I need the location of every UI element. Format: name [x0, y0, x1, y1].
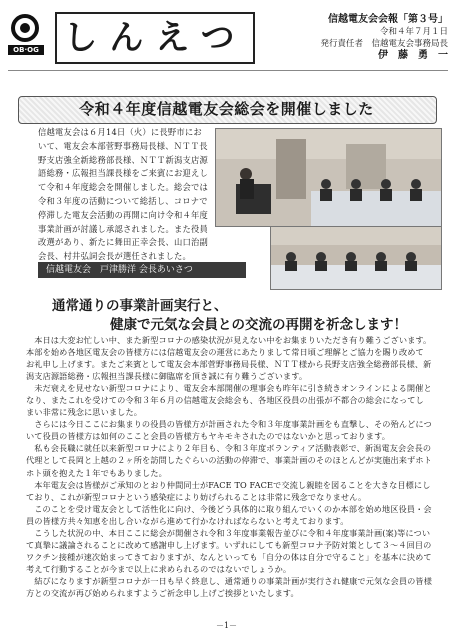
logo-text: OB·OG — [8, 45, 44, 55]
body-paragraph: 結びになりますが新型コロナが一日も早く終息し、通常通りの事業計画が実行され健康で元気な会員の皆様方との交流が再び始められますようご祈念申し上げご挨拶といたします。 — [26, 575, 432, 598]
body-paragraph: 未だ衰えを見せない新型コロナにより、電友会本部開催の理事会も昨年に引き続きオンラインによる開催となり、またこれを受けての令和３年６月の信越電友会総会も、各地区役員の出張が不都合の総会になってしまい非常に残念に思いました。 — [26, 383, 432, 418]
logo-dot — [20, 23, 30, 33]
subheadline-line-1: 通常通りの事業計画実行と、 — [52, 298, 228, 314]
intro-paragraph: 信越電友会は６月14日（火）に長野市において、電友会本部菅野事務局長様、ＮＴＴ長野支店強全新総務部長様、ＮＴＴ新潟支店源語総務・広報担当課長様をご来賓にお迎えして令和４年度総会を開催しました。総会では令和３年度の活動について総括し、コロナで停滞した電友会活動の再開に向け令和４年度事業計画が討議し承認されました。また役員改選があり、新たに舞田正幸会長、山口治副会長、村井弘詞会長が選任されました。 — [38, 127, 208, 262]
issue-date: 令和４年７月１日 — [379, 27, 448, 37]
meeting-photo-speaker — [215, 128, 442, 227]
speech-body — [26, 334, 432, 599]
body-paragraph: 本日は大変お忙しい中、また新型コロナの感染状況が見えない中をお集まりいただき有り難うございます。本部を始め各地区電友会の皆様方には信越電友会の運営にあたりまして常日頃ご理解とご協力を賜り改めてお礼申し上げます。またご来賓として電友会本部菅野事務局長様、ＮＴＴ様から長野支店強全総務部長様、新潟支店源語総務・広報担当課長様に御臨席を頂き誠に有り難うございます。 — [26, 335, 432, 382]
speaker-caption: 信越電友会 戸津勝洋 会長あいさつ — [38, 262, 246, 278]
subheadline-line-2: 健康で元気な会員との交流の再開を祈念します！ — [110, 317, 407, 333]
masthead-rule — [8, 70, 448, 71]
body-paragraph: こうした状況の中、本日ここに総会が開催され令和３年度事業報告並びに令和４年度事業計画(案)等について真摯に議論されることに改めて感謝申し上げます。いずれにしても新型コロナ予防対策として３～４回目のワクチン接種が速次始まってきておりますが、なんといっても「自分の体は自分で守ること」を基本に決めて考えて行動することが今まで以上に求められるのではないでしょうか。 — [26, 527, 432, 574]
masthead-meta — [268, 14, 448, 62]
body-paragraph: 私も会長職に就任以来新型コロナにより２年目も、令和３年度ボランティア活動表彰で、新潟電友会会長の代理として長岡と上越の２ヶ所を訪問したぐらいの活動の停滞で、事業計画のそのほとんどが実施出来ずホトホト頭を抱えた１年でもありました。 — [26, 443, 432, 478]
newsletter-title: しんえつ — [55, 12, 255, 64]
body-paragraph: さらには今日ここにお集まりの役員の皆様方が計画された令和３年度事業計画をも直撃し、その殆んどについて役員の皆様方は如何のここと会員の皆様方もヤキモキされたのではないかと思っております。 — [26, 419, 432, 442]
organization-logo — [8, 14, 44, 60]
meeting-photo-audience — [270, 226, 442, 290]
body-paragraph: 本年電友会は皆様がご承知のとおり仲間同士がFACE TO FACEで交流し親睦を図ることを大きな目標にしており、これが新型コロナという感染症により妨げられることは非常に残念でなりません。 — [26, 479, 431, 502]
body-paragraph: このことを受け電友会として活性化に向け、今後どう具体的に取り組んでいくのか本部を始め地区役員・会員の皆様方共々知恵を出し合いながら進めて行かなければならないと考えております。 — [26, 503, 432, 526]
publisher-name: 伊 藤 勇 一 — [378, 50, 448, 61]
publisher-label: 発行責任者 信越電友会事務局長 — [320, 39, 448, 49]
page-number: －1－ — [215, 621, 238, 630]
headline: 令和４年度信越電友会総会を開催しました — [79, 100, 374, 118]
issue-label: 信越電友会会報「第３号」 — [328, 14, 448, 25]
